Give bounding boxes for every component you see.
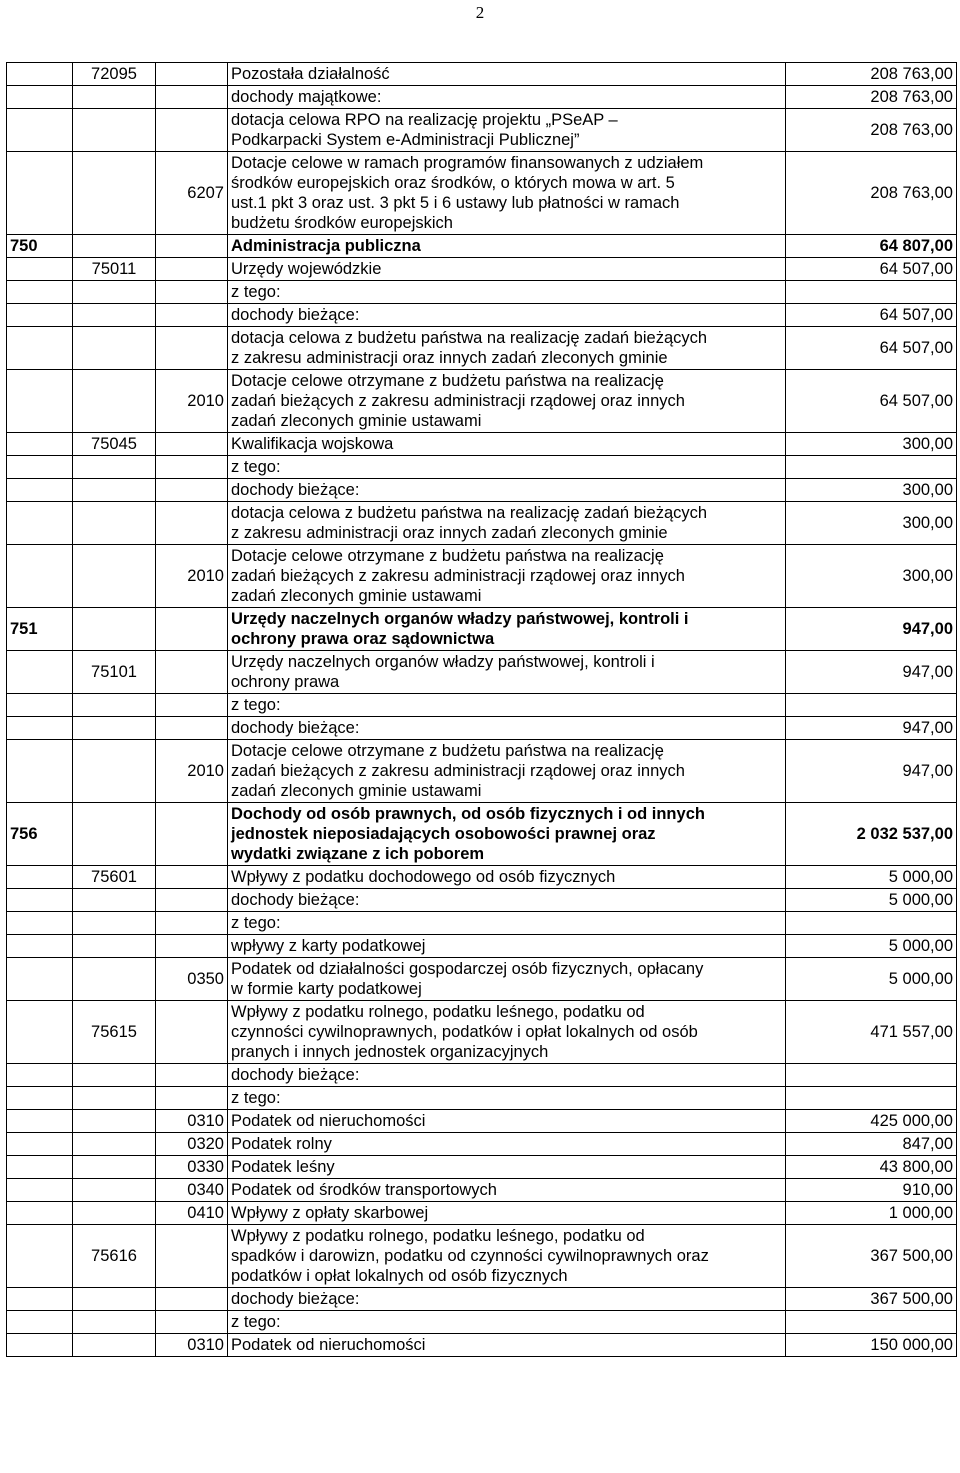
rozdzial-cell <box>73 740 156 803</box>
table-row <box>7 1064 957 1087</box>
table-row <box>7 479 957 502</box>
dzial-cell <box>7 912 73 935</box>
paragraf-cell <box>156 433 228 456</box>
dzial-cell <box>7 63 73 86</box>
paragraf-cell <box>156 479 228 502</box>
dzial-cell <box>7 109 73 152</box>
description-cell: Wpływy z podatku rolnego, podatku leśnego, podatku od spadków i darowizn, podatku od czynności cywilnoprawnych oraz podatków i opłat lokalnych od osób fizycznych <box>228 1225 786 1288</box>
paragraf-cell <box>156 608 228 651</box>
dzial-cell <box>7 1288 73 1311</box>
amount-cell: 208 763,00 <box>786 152 957 235</box>
amount-cell: 150 000,00 <box>786 1334 957 1357</box>
paragraf-cell <box>156 935 228 958</box>
amount-cell: 367 500,00 <box>786 1225 957 1288</box>
dzial-cell <box>7 717 73 740</box>
description-cell: Podatek rolny <box>228 1133 786 1156</box>
description-cell: dotacja celowa z budżetu państwa na realizację zadań bieżących z zakresu administracji oraz innych zadań zleconych gminie <box>228 327 786 370</box>
table-row <box>7 281 957 304</box>
amount-cell: 910,00 <box>786 1179 957 1202</box>
rozdzial-cell <box>73 1087 156 1110</box>
paragraf-cell <box>156 1311 228 1334</box>
description-cell: Kwalifikacja wojskowa <box>228 433 786 456</box>
dzial-cell <box>7 545 73 608</box>
amount-cell: 2 032 537,00 <box>786 803 957 866</box>
amount-cell: 64 507,00 <box>786 304 957 327</box>
table-row <box>7 456 957 479</box>
paragraf-cell <box>156 327 228 370</box>
table-row <box>7 889 957 912</box>
amount-cell: 947,00 <box>786 740 957 803</box>
table-row <box>7 1001 957 1064</box>
table-row <box>7 1334 957 1357</box>
amount-cell <box>786 1064 957 1087</box>
budget-table <box>6 62 957 1357</box>
table-row <box>7 1133 957 1156</box>
paragraf-cell <box>156 1225 228 1288</box>
table-row <box>7 433 957 456</box>
dzial-cell: 756 <box>7 803 73 866</box>
paragraf-cell <box>156 912 228 935</box>
description-cell: Dotacje celowe otrzymane z budżetu państwa na realizację zadań bieżących z zakresu administracji rządowej oraz innych zadań zleconych gminie ustawami <box>228 370 786 433</box>
dzial-cell <box>7 327 73 370</box>
description-cell: Podatek leśny <box>228 1156 786 1179</box>
dzial-cell <box>7 1087 73 1110</box>
rozdzial-cell: 72095 <box>73 63 156 86</box>
amount-cell: 947,00 <box>786 608 957 651</box>
amount-cell: 471 557,00 <box>786 1001 957 1064</box>
table-row <box>7 545 957 608</box>
rozdzial-cell: 75615 <box>73 1001 156 1064</box>
amount-cell: 300,00 <box>786 545 957 608</box>
table-row <box>7 1225 957 1288</box>
rozdzial-cell <box>73 1288 156 1311</box>
table-row <box>7 235 957 258</box>
dzial-cell <box>7 935 73 958</box>
description-cell: Podatek od nieruchomości <box>228 1110 786 1133</box>
page-number: 2 <box>475 3 485 22</box>
dzial-cell <box>7 281 73 304</box>
table-row <box>7 63 957 86</box>
rozdzial-cell <box>73 152 156 235</box>
paragraf-cell: 0330 <box>156 1156 228 1179</box>
amount-cell: 43 800,00 <box>786 1156 957 1179</box>
rozdzial-cell <box>73 1334 156 1357</box>
amount-cell <box>786 281 957 304</box>
table-row <box>7 258 957 281</box>
table-row <box>7 327 957 370</box>
paragraf-cell <box>156 109 228 152</box>
table-row <box>7 717 957 740</box>
amount-cell <box>786 1311 957 1334</box>
rozdzial-cell <box>73 1202 156 1225</box>
rozdzial-cell <box>73 912 156 935</box>
paragraf-cell <box>156 803 228 866</box>
description-cell: z tego: <box>228 281 786 304</box>
paragraf-cell <box>156 281 228 304</box>
description-cell: dochody bieżące: <box>228 304 786 327</box>
description-cell: Podatek od nieruchomości <box>228 1334 786 1357</box>
rozdzial-cell <box>73 608 156 651</box>
amount-cell <box>786 912 957 935</box>
description-cell: dochody bieżące: <box>228 479 786 502</box>
rozdzial-cell <box>73 889 156 912</box>
table-row <box>7 1087 957 1110</box>
dzial-cell <box>7 1001 73 1064</box>
description-cell: Dotacje celowe otrzymane z budżetu państwa na realizację zadań bieżących z zakresu administracji rządowej oraz innych zadań zleconych gminie ustawami <box>228 740 786 803</box>
dzial-cell <box>7 1133 73 1156</box>
paragraf-cell: 2010 <box>156 740 228 803</box>
rozdzial-cell <box>73 803 156 866</box>
description-cell: Podatek od działalności gospodarczej osób fizycznych, opłacany w formie karty podatkowej <box>228 958 786 1001</box>
table-row <box>7 1288 957 1311</box>
amount-cell: 5 000,00 <box>786 889 957 912</box>
rozdzial-cell <box>73 370 156 433</box>
table-row <box>7 912 957 935</box>
dzial-cell <box>7 152 73 235</box>
dzial-cell <box>7 86 73 109</box>
dzial-cell: 751 <box>7 608 73 651</box>
amount-cell: 367 500,00 <box>786 1288 957 1311</box>
description-cell: dochody bieżące: <box>228 1288 786 1311</box>
amount-cell: 64 507,00 <box>786 327 957 370</box>
table-row <box>7 740 957 803</box>
paragraf-cell <box>156 1288 228 1311</box>
amount-cell: 847,00 <box>786 1133 957 1156</box>
paragraf-cell: 0350 <box>156 958 228 1001</box>
table-row <box>7 1179 957 1202</box>
paragraf-cell: 2010 <box>156 545 228 608</box>
rozdzial-cell: 75045 <box>73 433 156 456</box>
amount-cell: 5 000,00 <box>786 866 957 889</box>
dzial-cell <box>7 1110 73 1133</box>
table-row <box>7 502 957 545</box>
description-cell: Pozostała działalność <box>228 63 786 86</box>
rozdzial-cell <box>73 502 156 545</box>
paragraf-cell <box>156 63 228 86</box>
paragraf-cell <box>156 502 228 545</box>
paragraf-cell <box>156 1087 228 1110</box>
rozdzial-cell <box>73 1133 156 1156</box>
table-row <box>7 370 957 433</box>
rozdzial-cell <box>73 545 156 608</box>
table-row <box>7 651 957 694</box>
paragraf-cell <box>156 717 228 740</box>
amount-cell: 1 000,00 <box>786 1202 957 1225</box>
paragraf-cell <box>156 86 228 109</box>
amount-cell: 300,00 <box>786 433 957 456</box>
amount-cell: 208 763,00 <box>786 63 957 86</box>
description-cell: Dotacje celowe otrzymane z budżetu państwa na realizację zadań bieżących z zakresu administracji rządowej oraz innych zadań zleconych gminie ustawami <box>228 545 786 608</box>
description-cell: z tego: <box>228 1311 786 1334</box>
description-cell: Urzędy naczelnych organów władzy państwowej, kontroli i ochrony prawa oraz sądownictwa <box>228 608 786 651</box>
dzial-cell <box>7 889 73 912</box>
paragraf-cell <box>156 889 228 912</box>
rozdzial-cell <box>73 1064 156 1087</box>
paragraf-cell: 0310 <box>156 1334 228 1357</box>
description-cell: z tego: <box>228 694 786 717</box>
amount-cell: 425 000,00 <box>786 1110 957 1133</box>
paragraf-cell: 0320 <box>156 1133 228 1156</box>
description-cell: Wpływy z opłaty skarbowej <box>228 1202 786 1225</box>
dzial-cell <box>7 651 73 694</box>
dzial-cell <box>7 304 73 327</box>
rozdzial-cell <box>73 235 156 258</box>
description-cell: dotacja celowa z budżetu państwa na realizację zadań bieżących z zakresu administracji oraz innych zadań zleconych gminie <box>228 502 786 545</box>
rozdzial-cell <box>73 109 156 152</box>
rozdzial-cell <box>73 456 156 479</box>
dzial-cell <box>7 1225 73 1288</box>
amount-cell: 947,00 <box>786 651 957 694</box>
table-row <box>7 1202 957 1225</box>
rozdzial-cell <box>73 694 156 717</box>
amount-cell <box>786 694 957 717</box>
dzial-cell <box>7 1311 73 1334</box>
dzial-cell <box>7 740 73 803</box>
paragraf-cell <box>156 1064 228 1087</box>
dzial-cell <box>7 958 73 1001</box>
amount-cell: 208 763,00 <box>786 86 957 109</box>
rozdzial-cell <box>73 86 156 109</box>
paragraf-cell <box>156 304 228 327</box>
amount-cell: 5 000,00 <box>786 935 957 958</box>
paragraf-cell: 0310 <box>156 1110 228 1133</box>
table-row <box>7 1311 957 1334</box>
rozdzial-cell <box>73 935 156 958</box>
table-row <box>7 1156 957 1179</box>
description-cell: z tego: <box>228 456 786 479</box>
rozdzial-cell <box>73 958 156 1001</box>
amount-cell: 64 507,00 <box>786 370 957 433</box>
description-cell: dochody bieżące: <box>228 1064 786 1087</box>
rozdzial-cell <box>73 1156 156 1179</box>
rozdzial-cell: 75101 <box>73 651 156 694</box>
description-cell: Dochody od osób prawnych, od osób fizycznych i od innych jednostek nieposiadających osobowości prawnej oraz wydatki związane z ich poborem <box>228 803 786 866</box>
paragraf-cell <box>156 694 228 717</box>
rozdzial-cell <box>73 1110 156 1133</box>
table-row <box>7 86 957 109</box>
dzial-cell <box>7 694 73 717</box>
rozdzial-cell: 75601 <box>73 866 156 889</box>
paragraf-cell: 0340 <box>156 1179 228 1202</box>
paragraf-cell: 6207 <box>156 152 228 235</box>
dzial-cell <box>7 258 73 281</box>
rozdzial-cell <box>73 717 156 740</box>
description-cell: Podatek od środków transportowych <box>228 1179 786 1202</box>
description-cell: z tego: <box>228 912 786 935</box>
dzial-cell <box>7 1156 73 1179</box>
description-cell: dochody majątkowe: <box>228 86 786 109</box>
table-row <box>7 935 957 958</box>
description-cell: dotacja celowa RPO na realizację projektu „PSeAP – Podkarpacki System e-Administracji Publicznej” <box>228 109 786 152</box>
table-row <box>7 109 957 152</box>
amount-cell: 300,00 <box>786 502 957 545</box>
description-cell: Administracja publiczna <box>228 235 786 258</box>
paragraf-cell <box>156 866 228 889</box>
rozdzial-cell <box>73 281 156 304</box>
table-row <box>7 304 957 327</box>
description-cell: dochody bieżące: <box>228 889 786 912</box>
table-row <box>7 608 957 651</box>
description-cell: z tego: <box>228 1087 786 1110</box>
paragraf-cell: 2010 <box>156 370 228 433</box>
rozdzial-cell <box>73 304 156 327</box>
description-cell: Dotacje celowe w ramach programów finansowanych z udziałem środków europejskich oraz środków, o których mowa w art. 5 ust.1 pkt 3 oraz ust. 3 pkt 5 i 6 ustawy lub płatności w ramach budżetu środków europejskich <box>228 152 786 235</box>
description-cell: Urzędy naczelnych organów władzy państwowej, kontroli i ochrony prawa <box>228 651 786 694</box>
description-cell: Urzędy wojewódzkie <box>228 258 786 281</box>
table-row <box>7 866 957 889</box>
table-row <box>7 1110 957 1133</box>
rozdzial-cell <box>73 479 156 502</box>
paragraf-cell <box>156 651 228 694</box>
amount-cell: 64 807,00 <box>786 235 957 258</box>
amount-cell: 5 000,00 <box>786 958 957 1001</box>
amount-cell: 64 507,00 <box>786 258 957 281</box>
amount-cell: 208 763,00 <box>786 109 957 152</box>
table-row <box>7 694 957 717</box>
rozdzial-cell <box>73 1311 156 1334</box>
dzial-cell <box>7 866 73 889</box>
rozdzial-cell: 75011 <box>73 258 156 281</box>
dzial-cell <box>7 456 73 479</box>
amount-cell: 300,00 <box>786 479 957 502</box>
dzial-cell <box>7 370 73 433</box>
paragraf-cell: 0410 <box>156 1202 228 1225</box>
amount-cell <box>786 456 957 479</box>
description-cell: wpływy z karty podatkowej <box>228 935 786 958</box>
table-row <box>7 958 957 1001</box>
description-cell: dochody bieżące: <box>228 717 786 740</box>
paragraf-cell <box>156 1001 228 1064</box>
dzial-cell <box>7 502 73 545</box>
table-row <box>7 152 957 235</box>
rozdzial-cell <box>73 327 156 370</box>
rozdzial-cell: 75616 <box>73 1225 156 1288</box>
amount-cell: 947,00 <box>786 717 957 740</box>
dzial-cell: 750 <box>7 235 73 258</box>
dzial-cell <box>7 1179 73 1202</box>
dzial-cell <box>7 479 73 502</box>
description-cell: Wpływy z podatku rolnego, podatku leśnego, podatku od czynności cywilnoprawnych, podatków i opłat lokalnych od osób pranych i innych jednostek organizacyjnych <box>228 1001 786 1064</box>
description-cell: Wpływy z podatku dochodowego od osób fizycznych <box>228 866 786 889</box>
rozdzial-cell <box>73 1179 156 1202</box>
table-row <box>7 803 957 866</box>
amount-cell <box>786 1087 957 1110</box>
dzial-cell <box>7 1202 73 1225</box>
dzial-cell <box>7 1064 73 1087</box>
paragraf-cell <box>156 235 228 258</box>
paragraf-cell <box>156 456 228 479</box>
paragraf-cell <box>156 258 228 281</box>
dzial-cell <box>7 1334 73 1357</box>
dzial-cell <box>7 433 73 456</box>
